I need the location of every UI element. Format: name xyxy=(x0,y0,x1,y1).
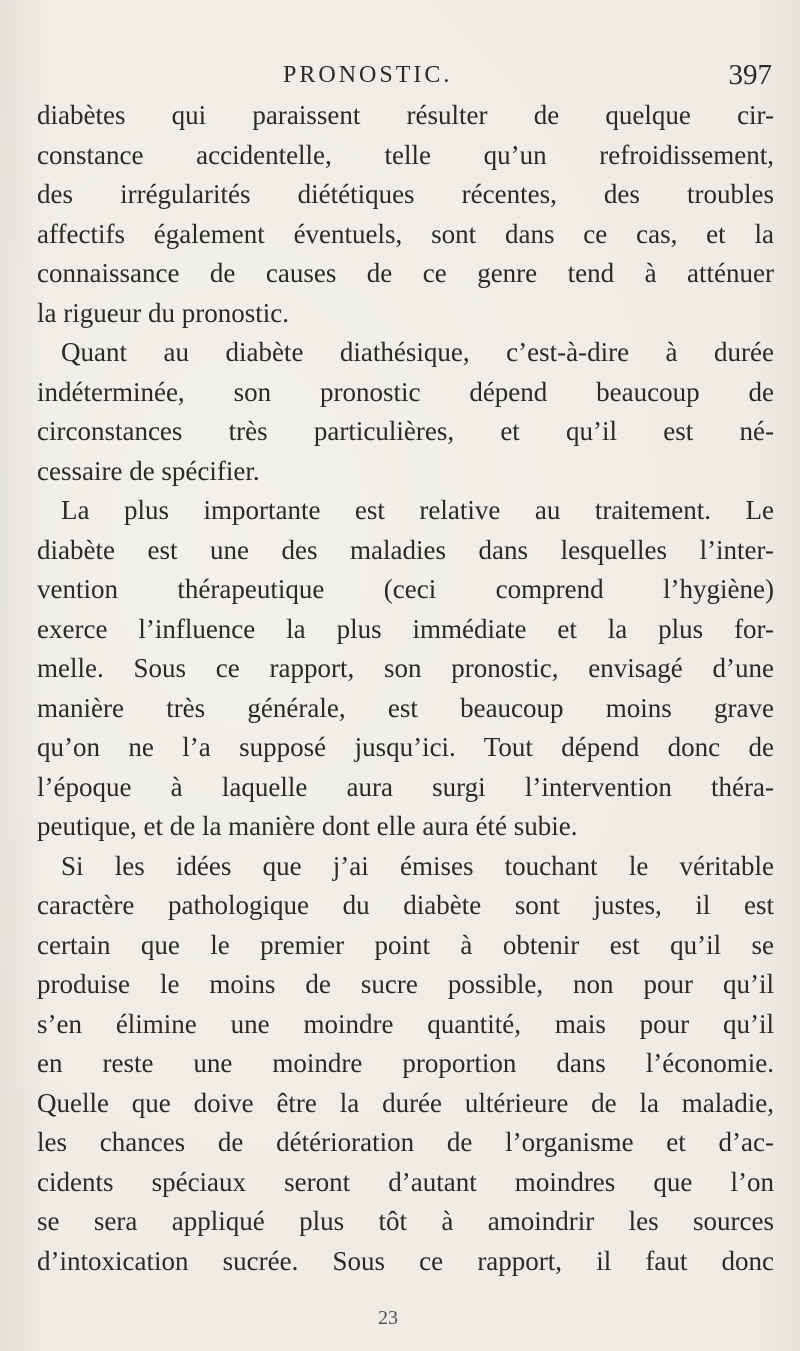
text-line: caractère pathologique du diabète sont justes, il est xyxy=(37,890,774,920)
body-text xyxy=(37,96,774,1281)
text-line: diabètes qui paraissent résulter de quelque cir- xyxy=(37,100,774,130)
text-line: qu’on ne l’a supposé jusqu’ici. Tout dépend donc de xyxy=(37,732,774,762)
text-line: manière très générale, est beaucoup moins grave xyxy=(37,692,774,723)
text-line: la rigueur du pronostic. xyxy=(37,297,289,328)
text-line: produise le moins de sucre possible, non pour qu’il xyxy=(37,969,774,999)
page-header xyxy=(0,58,800,92)
text-line: se sera appliqué plus tôt à amoindrir les sources xyxy=(37,1206,774,1236)
text-line: diabète est une des maladies dans lesquelles l’inter- xyxy=(37,534,774,565)
text-line: vention thérapeutique (ceci comprend l’hygiène) xyxy=(37,574,774,604)
text-line: l’époque à laquelle aura surgi l’intervention théra- xyxy=(37,771,774,802)
text-line: des irrégularités diététiques récentes, des troubles xyxy=(37,179,774,209)
signature-mark: 23 xyxy=(378,1307,398,1329)
text-line: Quant au diabète diathésique, c’est-à-dire à durée xyxy=(61,337,774,367)
text-line: cidents spéciaux seront d’autant moindres que l’on xyxy=(37,1166,774,1197)
text-line: constance accidentelle, telle qu’un refroidissement, xyxy=(37,139,774,170)
text-line: les chances de détérioration de l’organisme et d’ac- xyxy=(37,1127,774,1157)
text-line: certain que le premier point à obtenir est qu’il se xyxy=(37,929,774,960)
text-line: Si les idées que j’ai émises touchant le véritable xyxy=(61,850,774,881)
text-line: affectifs également éventuels, sont dans ce cas, et la xyxy=(37,218,774,249)
text-line: connaissance de causes de ce genre tend à atténuer xyxy=(37,258,774,288)
text-line: en reste une moindre proportion dans l’économie. xyxy=(37,1048,774,1078)
text-line: melle. Sous ce rapport, son pronostic, envisagé d’une xyxy=(37,653,774,683)
running-title: PRONOSTIC. xyxy=(283,62,453,88)
page-number: 397 xyxy=(728,59,772,91)
text-line: d’intoxication sucrée. Sous ce rapport, il faut donc xyxy=(37,1245,774,1276)
text-line: peutique, et de la manière dont elle aura été subie. xyxy=(37,811,578,841)
text-line: La plus importante est relative au traitement. Le xyxy=(61,495,774,525)
text-line: circonstances très particulières, et qu’il est né- xyxy=(37,416,774,446)
text-line: indéterminée, son pronostic dépend beaucoup de xyxy=(37,376,774,407)
text-line: s’en élimine une moindre quantité, mais pour qu’il xyxy=(37,1008,774,1039)
text-line: Quelle que doive être la durée ultérieure de la maladie, xyxy=(37,1087,774,1118)
text-line: cessaire de spécifier. xyxy=(37,455,260,486)
text-line: exerce l’influence la plus immédiate et la plus for- xyxy=(37,613,774,644)
